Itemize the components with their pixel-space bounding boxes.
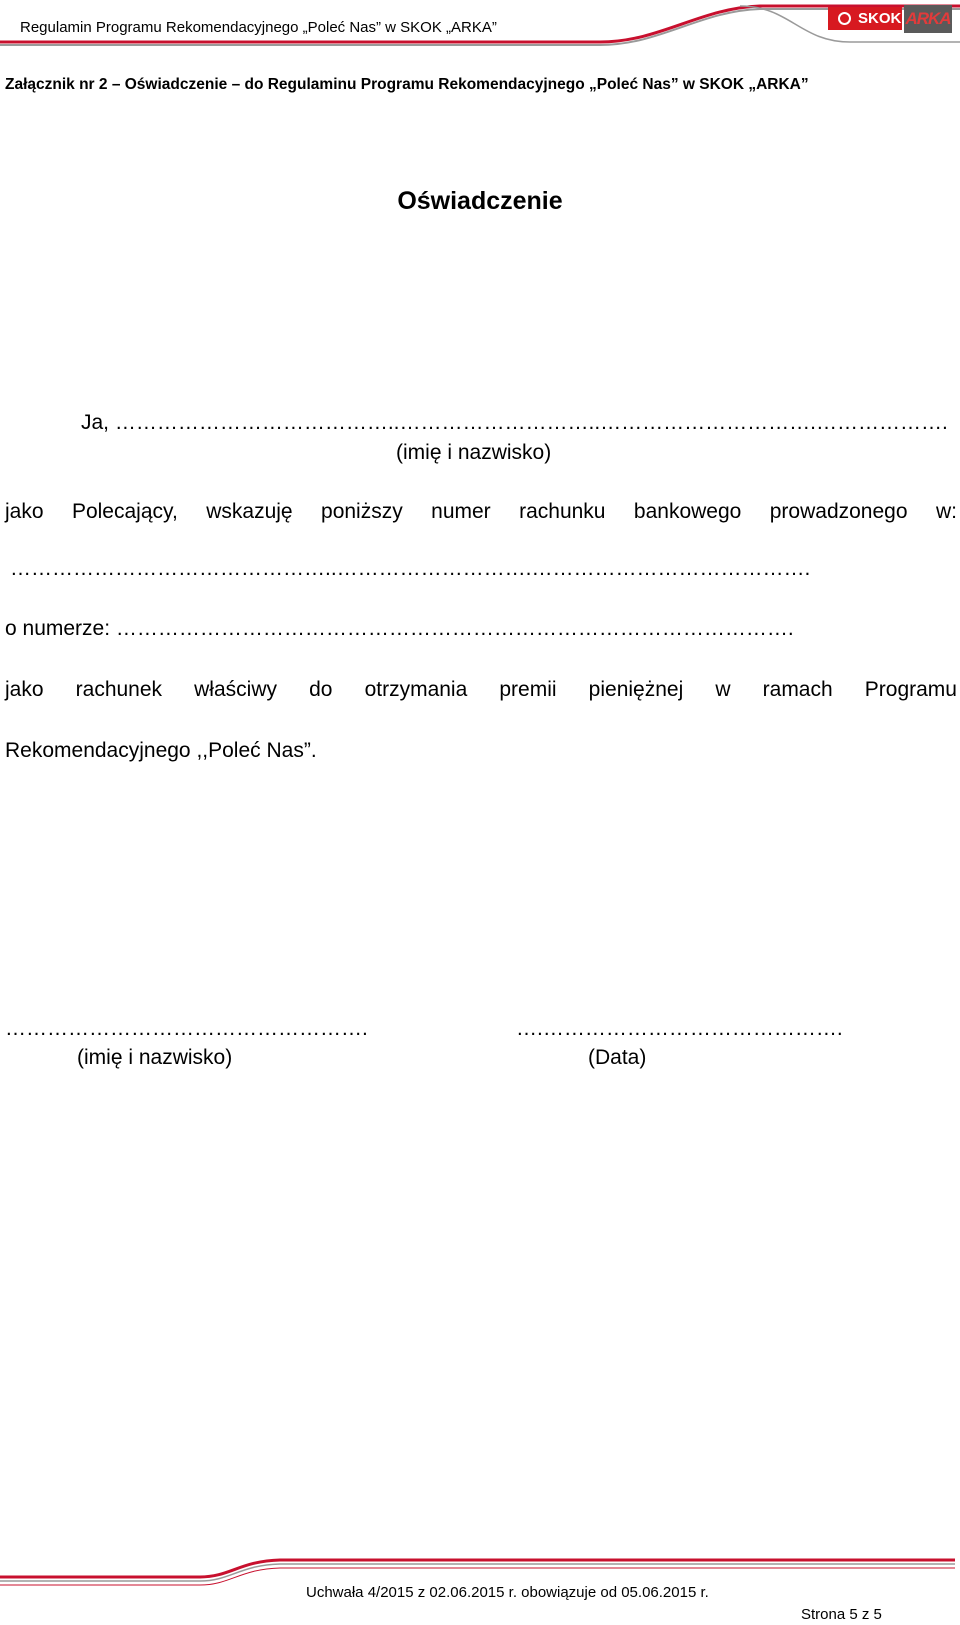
word: w:: [935, 500, 957, 523]
paragraph-1: [5, 500, 957, 524]
signature-date-caption: (Data): [588, 1046, 647, 1069]
paragraph-2: [5, 678, 957, 702]
word: jako: [5, 678, 44, 701]
word: rachunek: [75, 678, 163, 701]
document-title: Oświadczenie: [397, 187, 563, 215]
word: bankowego: [633, 500, 742, 523]
word: premii: [499, 678, 557, 701]
signature-date-line: ….…………………………………….: [516, 1017, 843, 1040]
annex-title: Załącznik nr 2 – Oświadczenie – do Regulaminu Programu Rekomendacyjnego „Poleć Nas” w SKOK „ARKA”: [5, 76, 809, 93]
bank-fill-line: ………………………………………..……………………….………………………………….: [10, 557, 811, 580]
name-caption: (imię i nazwisko): [396, 441, 552, 464]
word: prowadzonego: [769, 500, 908, 523]
word: wskazuję: [206, 500, 293, 523]
word: Programu: [864, 678, 957, 701]
word: ramach: [762, 678, 833, 701]
emblem-icon: [838, 12, 851, 25]
account-number-line: o numerze: …………………………………………………………………………………….: [5, 617, 794, 640]
page-number: Strona 5 z 5: [801, 1606, 882, 1623]
logo-skok: [828, 7, 902, 30]
word: Polecający,: [71, 500, 178, 523]
signature-name-caption: (imię i nazwisko): [77, 1046, 233, 1069]
word: do: [309, 678, 333, 701]
signature-name-line: …………………………………………….: [5, 1017, 368, 1040]
logo-skok-text: SKOK: [858, 10, 902, 27]
paragraph-2-end: Rekomendacyjnego ,,Poleć Nas”.: [5, 739, 317, 762]
word: otrzymania: [364, 678, 468, 701]
footer-swoosh-line: [0, 1557, 960, 1587]
word: poniższy: [321, 500, 403, 523]
footer-resolution: Uchwała 4/2015 z 02.06.2015 r. obowiązuje od 05.06.2015 r.: [306, 1584, 709, 1601]
word: w: [715, 678, 731, 701]
logo-arka-text: ARKA: [904, 5, 952, 33]
name-fill-line: Ja, …………………………………..………………………..………………………….……………….: [81, 411, 948, 434]
word: rachunku: [519, 500, 606, 523]
header-title: Regulamin Programu Rekomendacyjnego „Poleć Nas” w SKOK „ARKA”: [20, 19, 497, 36]
word: numer: [431, 500, 491, 523]
word: właściwy: [194, 678, 277, 701]
word: jako: [5, 500, 44, 523]
word: pieniężnej: [588, 678, 684, 701]
skok-arka-logo: [828, 5, 952, 33]
